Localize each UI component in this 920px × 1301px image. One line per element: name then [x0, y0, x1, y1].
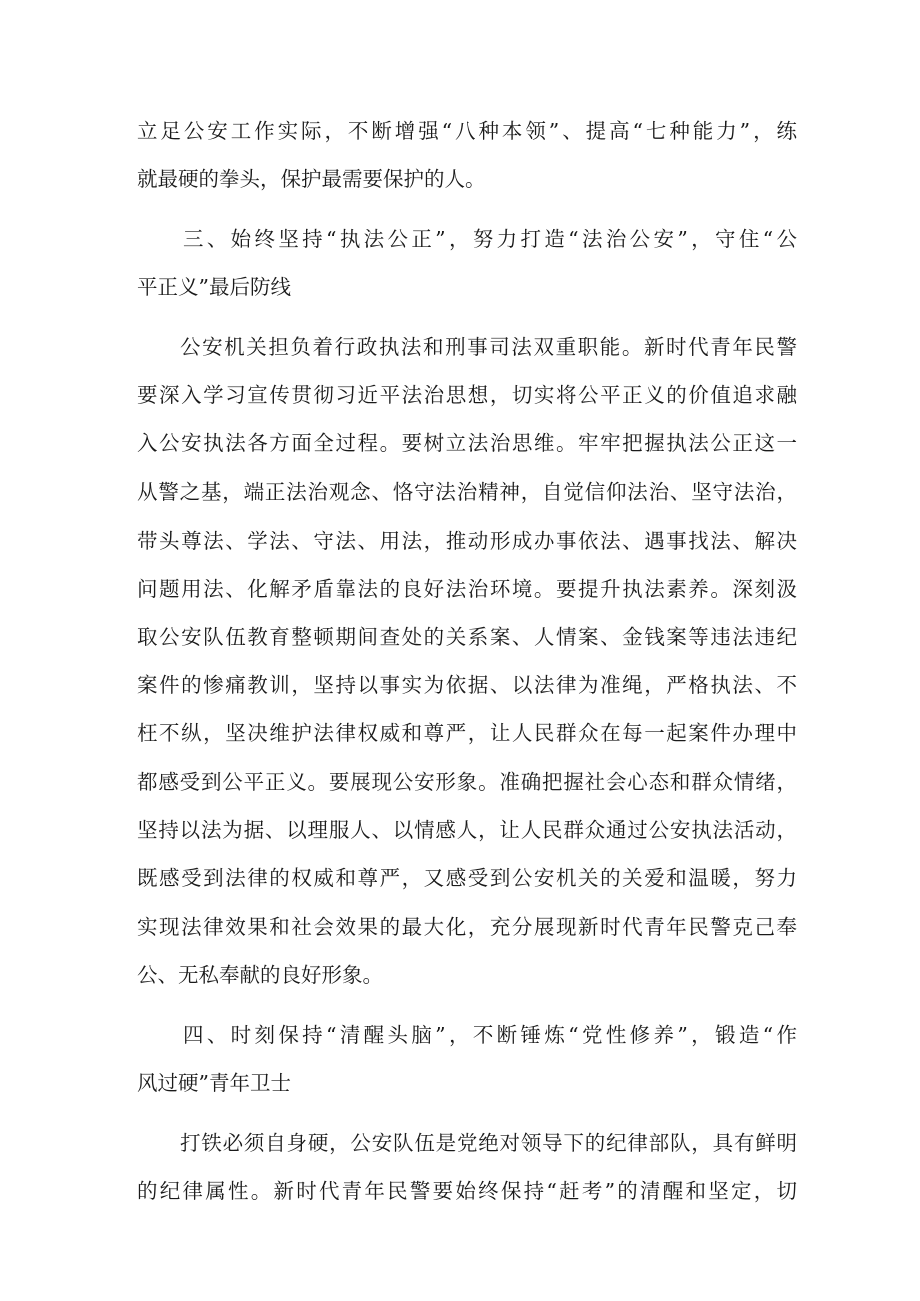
paragraph-line: 打铁必须自身硬，公安队伍是党绝对领导下的纪律部队，具有鲜明 [180, 1131, 797, 1155]
paragraph-line: 的纪律属性。新时代青年民警要始终保持“赶考”的清醒和坚定，切 [137, 1179, 797, 1203]
paragraph-line: 就最硬的拳头，保护最需要保护的人。 [137, 167, 486, 191]
section-heading-line: 四、时刻保持“清醒头脑”，不断锤炼“党性修养”，锻造“作 [183, 1023, 797, 1047]
paragraph-line: 实现法律效果和社会效果的最大化，充分展现新时代青年民警克己奉 [137, 915, 797, 939]
paragraph-line: 问题用法、化解矛盾靠法的良好法治环境。要提升执法素养。深刻汲 [137, 577, 797, 601]
section-heading-line: 三、始终坚持“执法公正”，努力打造“法治公安”，守住“公 [183, 227, 797, 251]
paragraph-line: 立足公安工作实际，不断增强“八种本领”、提高“七种能力”，练 [137, 119, 797, 143]
paragraph-line: 枉不纵，坚决维护法律权威和尊严，让人民群众在每一起案件办理中 [137, 721, 797, 745]
paragraph-line: 入公安执法各方面全过程。要树立法治思维。牢牢把握执法公正这一 [137, 431, 797, 455]
paragraph-line: 公、无私奉献的良好形象。 [137, 963, 383, 987]
paragraph-line: 从警之基，端正法治观念、恪守法治精神，自觉信仰法治、坚守法治， [137, 480, 797, 504]
section-heading-line: 平正义”最后防线 [137, 275, 291, 299]
paragraph-line: 带头尊法、学法、守法、用法，推动形成办事依法、遇事找法、解决 [137, 529, 797, 553]
paragraph-line: 公安机关担负着行政执法和刑事司法双重职能。新时代青年民警 [180, 335, 797, 359]
paragraph-line: 案件的惨痛教训，坚持以事实为依据、以法律为准绳，严格执法、不 [137, 673, 797, 697]
section-heading-line: 风过硬”青年卫士 [137, 1071, 291, 1095]
paragraph-line: 既感受到法律的权威和尊严，又感受到公安机关的关爱和温暖，努力 [137, 866, 797, 890]
paragraph-line: 坚持以法为据、以理服人、以情感人，让人民群众通过公安执法活动， [137, 818, 797, 842]
paragraph-line: 取公安队伍教育整顿期间查处的关系案、人情案、金钱案等违法违纪 [137, 625, 797, 649]
paragraph-line: 要深入学习宣传贯彻习近平法治思想，切实将公平正义的价值追求融 [137, 383, 797, 407]
paragraph-line: 都感受到公平正义。要展现公安形象。准确把握社会心态和群众情绪， [137, 770, 797, 794]
